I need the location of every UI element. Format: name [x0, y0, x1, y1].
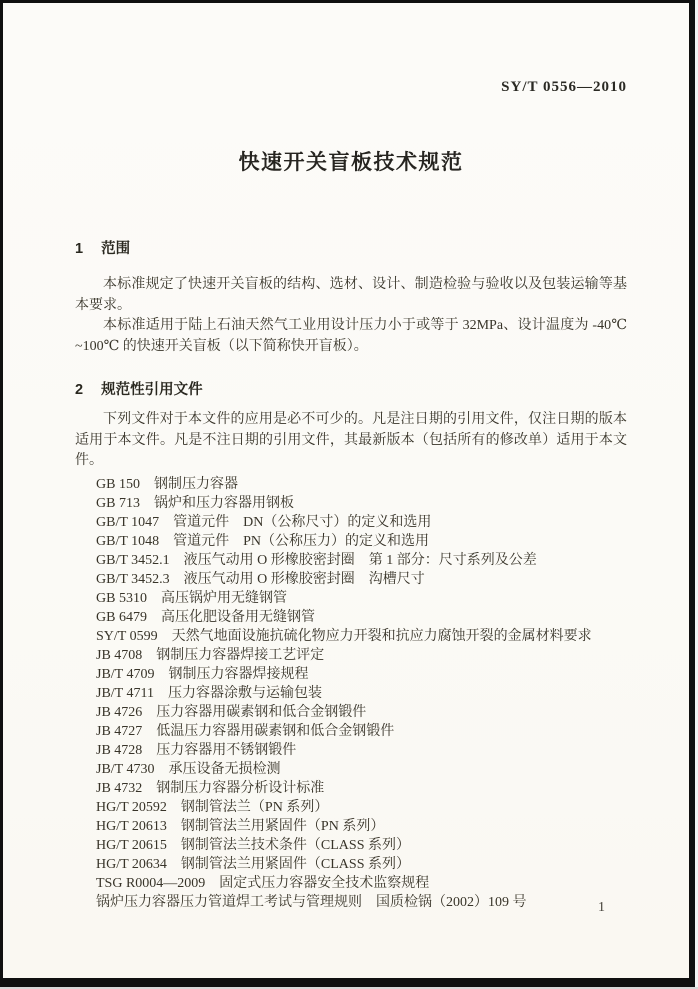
- reference-title: 钢制压力容器焊接规程: [168, 666, 309, 682]
- section-2-heading-label: 规范性引用文件: [101, 382, 203, 398]
- reference-code: TSG R0004—2009: [96, 875, 206, 891]
- section-1-paragraph-2: 本标准适用于陆上石油天然气工业用设计压力小于或等于 32MPa、设计温度为 -40℃ ~100℃ 的快速开关盲板（以下简称快开盲板）。: [75, 318, 627, 354]
- reference-code: HG/T 20615: [96, 837, 167, 853]
- reference-title: 管道元件 DN（公称尺寸）的定义和选用: [173, 514, 432, 530]
- reference-code: JB 4732: [96, 780, 143, 796]
- section-1-heading-label: 范围: [101, 241, 131, 257]
- reference-item: [96, 646, 627, 665]
- reference-title: 锅炉和压力容器用钢板: [153, 495, 294, 511]
- reference-code: GB 5310: [96, 590, 147, 606]
- reference-title: 高压化肥设备用无缝钢管: [160, 609, 315, 625]
- reference-code: GB 150: [96, 476, 140, 492]
- reference-code: SY/T 0599: [96, 628, 158, 644]
- reference-code: JB 4728: [96, 742, 143, 758]
- reference-code: JB/T 4709: [96, 666, 155, 682]
- reference-code: HG/T 20613: [96, 818, 167, 834]
- reference-title: 钢制管法兰技术条件（CLASS 系列）: [180, 837, 410, 853]
- section-2-heading: [75, 378, 627, 399]
- reference-item: [96, 817, 627, 836]
- standard-number: SY/T 0556—2010: [501, 79, 627, 95]
- reference-title: 国质检锅（2002）109 号: [376, 894, 527, 910]
- reference-item: [96, 589, 627, 608]
- reference-title: 承压设备无损检测: [168, 761, 281, 777]
- reference-code: HG/T 20592: [96, 799, 167, 815]
- reference-code: JB 4708: [96, 647, 143, 663]
- reference-item: [96, 722, 627, 741]
- reference-title: 压力容器用碳素钢和低合金钢锻件: [156, 704, 367, 720]
- reference-title: 管道元件 PN（公称压力）的定义和选用: [173, 533, 430, 549]
- section-1-number: 1: [75, 241, 84, 257]
- reference-title: 固定式压力容器安全技术监察规程: [219, 875, 430, 891]
- document-title: 快速开关盲板技术规范: [238, 151, 464, 174]
- reference-code: GB/T 1047: [96, 514, 160, 530]
- page-number: 1: [598, 900, 605, 915]
- reference-item: [96, 475, 627, 494]
- reference-item: [96, 741, 627, 760]
- reference-item: [96, 494, 627, 513]
- reference-code: HG/T 20634: [96, 856, 167, 872]
- reference-item: [96, 684, 627, 703]
- reference-title: 钢制管法兰用紧固件（CLASS 系列）: [180, 856, 410, 872]
- reference-item: [96, 874, 627, 893]
- document-page: [3, 3, 689, 978]
- reference-item: [96, 855, 627, 874]
- section-1-heading: [75, 237, 627, 258]
- section-2-paragraph-1: 下列文件对于本文件的应用是必不可少的。凡是注日期的引用文件，仅注日期的版本适用于本文件。凡是不注日期的引用文件，其最新版本（包括所有的修改单）适用于本文件。: [75, 412, 627, 468]
- reference-title: 压力容器涂敷与运输包装: [167, 685, 322, 701]
- reference-title: 低温压力容器用碳素钢和低合金钢锻件: [156, 723, 395, 739]
- reference-item: [96, 665, 627, 684]
- reference-title: 液压气动用 O 形橡胶密封圈 第 1 部分：尺寸系列及公差: [183, 552, 537, 568]
- reference-code: GB 6479: [96, 609, 147, 625]
- reference-code: GB 713: [96, 495, 140, 511]
- reference-item: [96, 570, 627, 589]
- reference-code: JB 4726: [96, 704, 143, 720]
- reference-item: [96, 798, 627, 817]
- reference-title: 钢制压力容器: [153, 476, 238, 492]
- reference-code: JB 4727: [96, 723, 143, 739]
- reference-item: [96, 551, 627, 570]
- reference-code: GB/T 3452.1: [96, 552, 170, 568]
- section-2-number: 2: [75, 382, 84, 398]
- reference-item: [96, 703, 627, 722]
- section-1-paragraph-1: 本标准规定了快速开关盲板的结构、选材、设计、制造检验与验收以及包装运输等基本要求。: [75, 277, 627, 313]
- reference-code: GB/T 3452.3: [96, 571, 170, 587]
- reference-item: [96, 513, 627, 532]
- reference-title: 天然气地面设施抗硫化物应力开裂和抗应力腐蚀开裂的金属材料要求: [171, 628, 592, 644]
- reference-item: [96, 779, 627, 798]
- references-list: [75, 475, 627, 912]
- reference-code: JB/T 4730: [96, 761, 155, 777]
- reference-title: 高压锅炉用无缝钢管: [160, 590, 287, 606]
- reference-item: [96, 893, 627, 912]
- reference-title: 压力容器用不锈钢锻件: [156, 742, 297, 758]
- reference-item: [96, 760, 627, 779]
- reference-title: 液压气动用 O 形橡胶密封圈 沟槽尺寸: [183, 571, 425, 587]
- reference-title: 钢制管法兰（PN 系列）: [180, 799, 329, 815]
- reference-item: [96, 608, 627, 627]
- reference-code: JB/T 4711: [96, 685, 154, 701]
- reference-item: [96, 532, 627, 551]
- reference-code: 锅炉压力容器压力管道焊工考试与管理规则: [96, 894, 362, 910]
- reference-title: 钢制压力容器分析设计标准: [156, 780, 325, 796]
- reference-item: [96, 836, 627, 855]
- reference-item: [96, 627, 627, 646]
- reference-code: GB/T 1048: [96, 533, 160, 549]
- reference-title: 钢制管法兰用紧固件（PN 系列）: [180, 818, 385, 834]
- reference-title: 钢制压力容器焊接工艺评定: [156, 647, 325, 663]
